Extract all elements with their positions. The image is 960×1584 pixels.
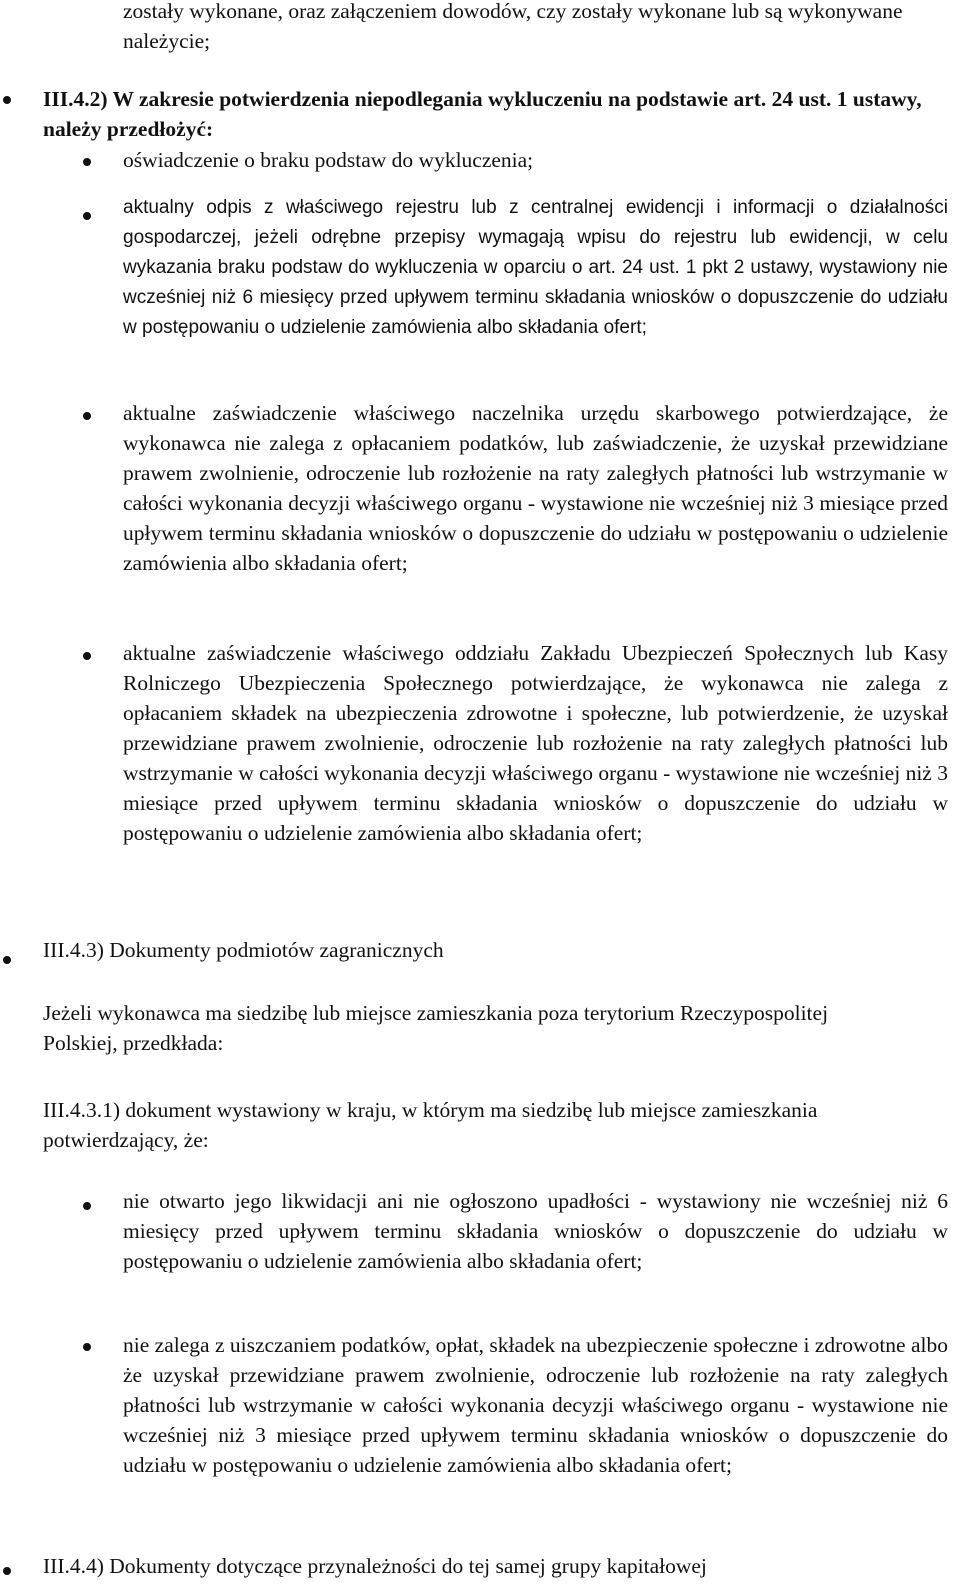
list-item-4-2-3: aktualne zaświadczenie właściwego naczelnika urzędu skarbowego potwierdzające, że wykonawca nie zalega z opłacaniem podatków, lub zaświadczenie, że uzyskał przewidziane prawem zwolnienie, odroczenie lub rozłożenie na raty zaległych płatności lub wstrzymanie w całości wykonania decyzji właściwego organu - wystawione nie wcześniej niż 3 miesiące przed upływem terminu składania wniosków o dopuszczenie do udziału w postępowaniu o udzielenie zamówienia albo składania ofert; (123, 401, 948, 575)
intro-paragraph: Jeżeli wykonawca ma siedzibę lub miejsce zamieszkania poza terytorium Rzeczypospolitej Polskiej, przedkłada: (43, 1001, 829, 1055)
section-heading-4-4: III.4.4) Dokumenty dotyczące przynależności do tej samej grupy kapitałowej (43, 1554, 707, 1578)
section-heading-4-3: III.4.3) Dokumenty podmiotów zagranicznych (43, 938, 444, 962)
bullet-icon (83, 1202, 91, 1210)
bullet-icon (83, 158, 91, 166)
list-item-4-2-4: aktualne zaświadczenie właściwego oddziału Zakładu Ubezpieczeń Społecznych lub Kasy Rolniczego Ubezpieczenia Społecznego potwierdzające, że wykonawca nie zalega z opłacaniem składek na ubezpieczenia zdrowotne i społeczne, lub potwierdzenie, że uzyskał przewidziane prawem zwolnienie, odroczenie lub rozłożenie na raty zaległych płatności lub wstrzymanie w całości wykonania decyzji właściwego organu - wystawione nie wcześniej niż 3 miesiące przed upływem terminu składania wniosków o dopuszczenie do udziału w postępowaniu o udzielenie zamówienia albo składania ofert; (123, 641, 948, 845)
bullet-icon (3, 956, 11, 964)
continuation-paragraph: zostały wykonane, oraz załączeniem dowodów, czy zostały wykonane lub są wykonywane należycie; (123, 0, 903, 53)
list-item-4-3-1: nie otwarto jego likwidacji ani nie ogłoszono upadłości - wystawiony nie wcześniej niż 6 miesięcy przed upływem terminu składania wniosków o dopuszczenie do udziału w postępowaniu o udzielenie zamówienia albo składania ofert; (123, 1189, 948, 1273)
bullet-icon (83, 652, 91, 660)
bullet-icon (83, 412, 91, 420)
bullet-icon (3, 1567, 11, 1575)
list-item-4-2-2: aktualny odpis z właściwego rejestru lub z centralnej ewidencji i informacji o działalności gospodarczej, jeżeli odrębne przepisy wymagają wpisu do rejestru lub ewidencji, w celu wykazania braku podstaw do wykluczenia w oparciu o art. 24 ust. 1 pkt 2 ustawy, wystawiony nie wcześniej niż 6 miesięcy przed upływem terminu składania wniosków o dopuszczenie do udziału w postępowaniu o udzielenie zamówienia albo składania ofert; (123, 197, 948, 338)
bullet-icon (3, 96, 11, 104)
sub-heading-4-3-1: III.4.3.1) dokument wystawiony w kraju, w którym ma siedzibę lub miejsce zamieszkania potwierdzający, że: (43, 1098, 818, 1152)
bullet-icon (83, 212, 91, 220)
list-item-4-2-1: oświadczenie o braku podstaw do wykluczenia; (123, 148, 534, 172)
section-heading-4-2: III.4.2) W zakresie potwierdzenia niepodlegania wykluczeniu na podstawie art. 24 ust. 1 ustawy, należy przedłożyć: (43, 87, 922, 141)
list-item-4-3-2: nie zalega z uiszczaniem podatków, opłat, składek na ubezpieczenie społeczne i zdrowotne albo że uzyskał przewidziane prawem zwolnienie, odroczenie lub rozłożenie na raty zaległych płatności lub wstrzymanie w całości wykonania decyzji właściwego organu - wystawione nie wcześniej niż 3 miesiące przed upływem terminu składania wniosków o dopuszczenie do udziału w postępowaniu o udzielenie zamówienia albo składania ofert; (123, 1333, 948, 1477)
bullet-icon (83, 1343, 91, 1351)
